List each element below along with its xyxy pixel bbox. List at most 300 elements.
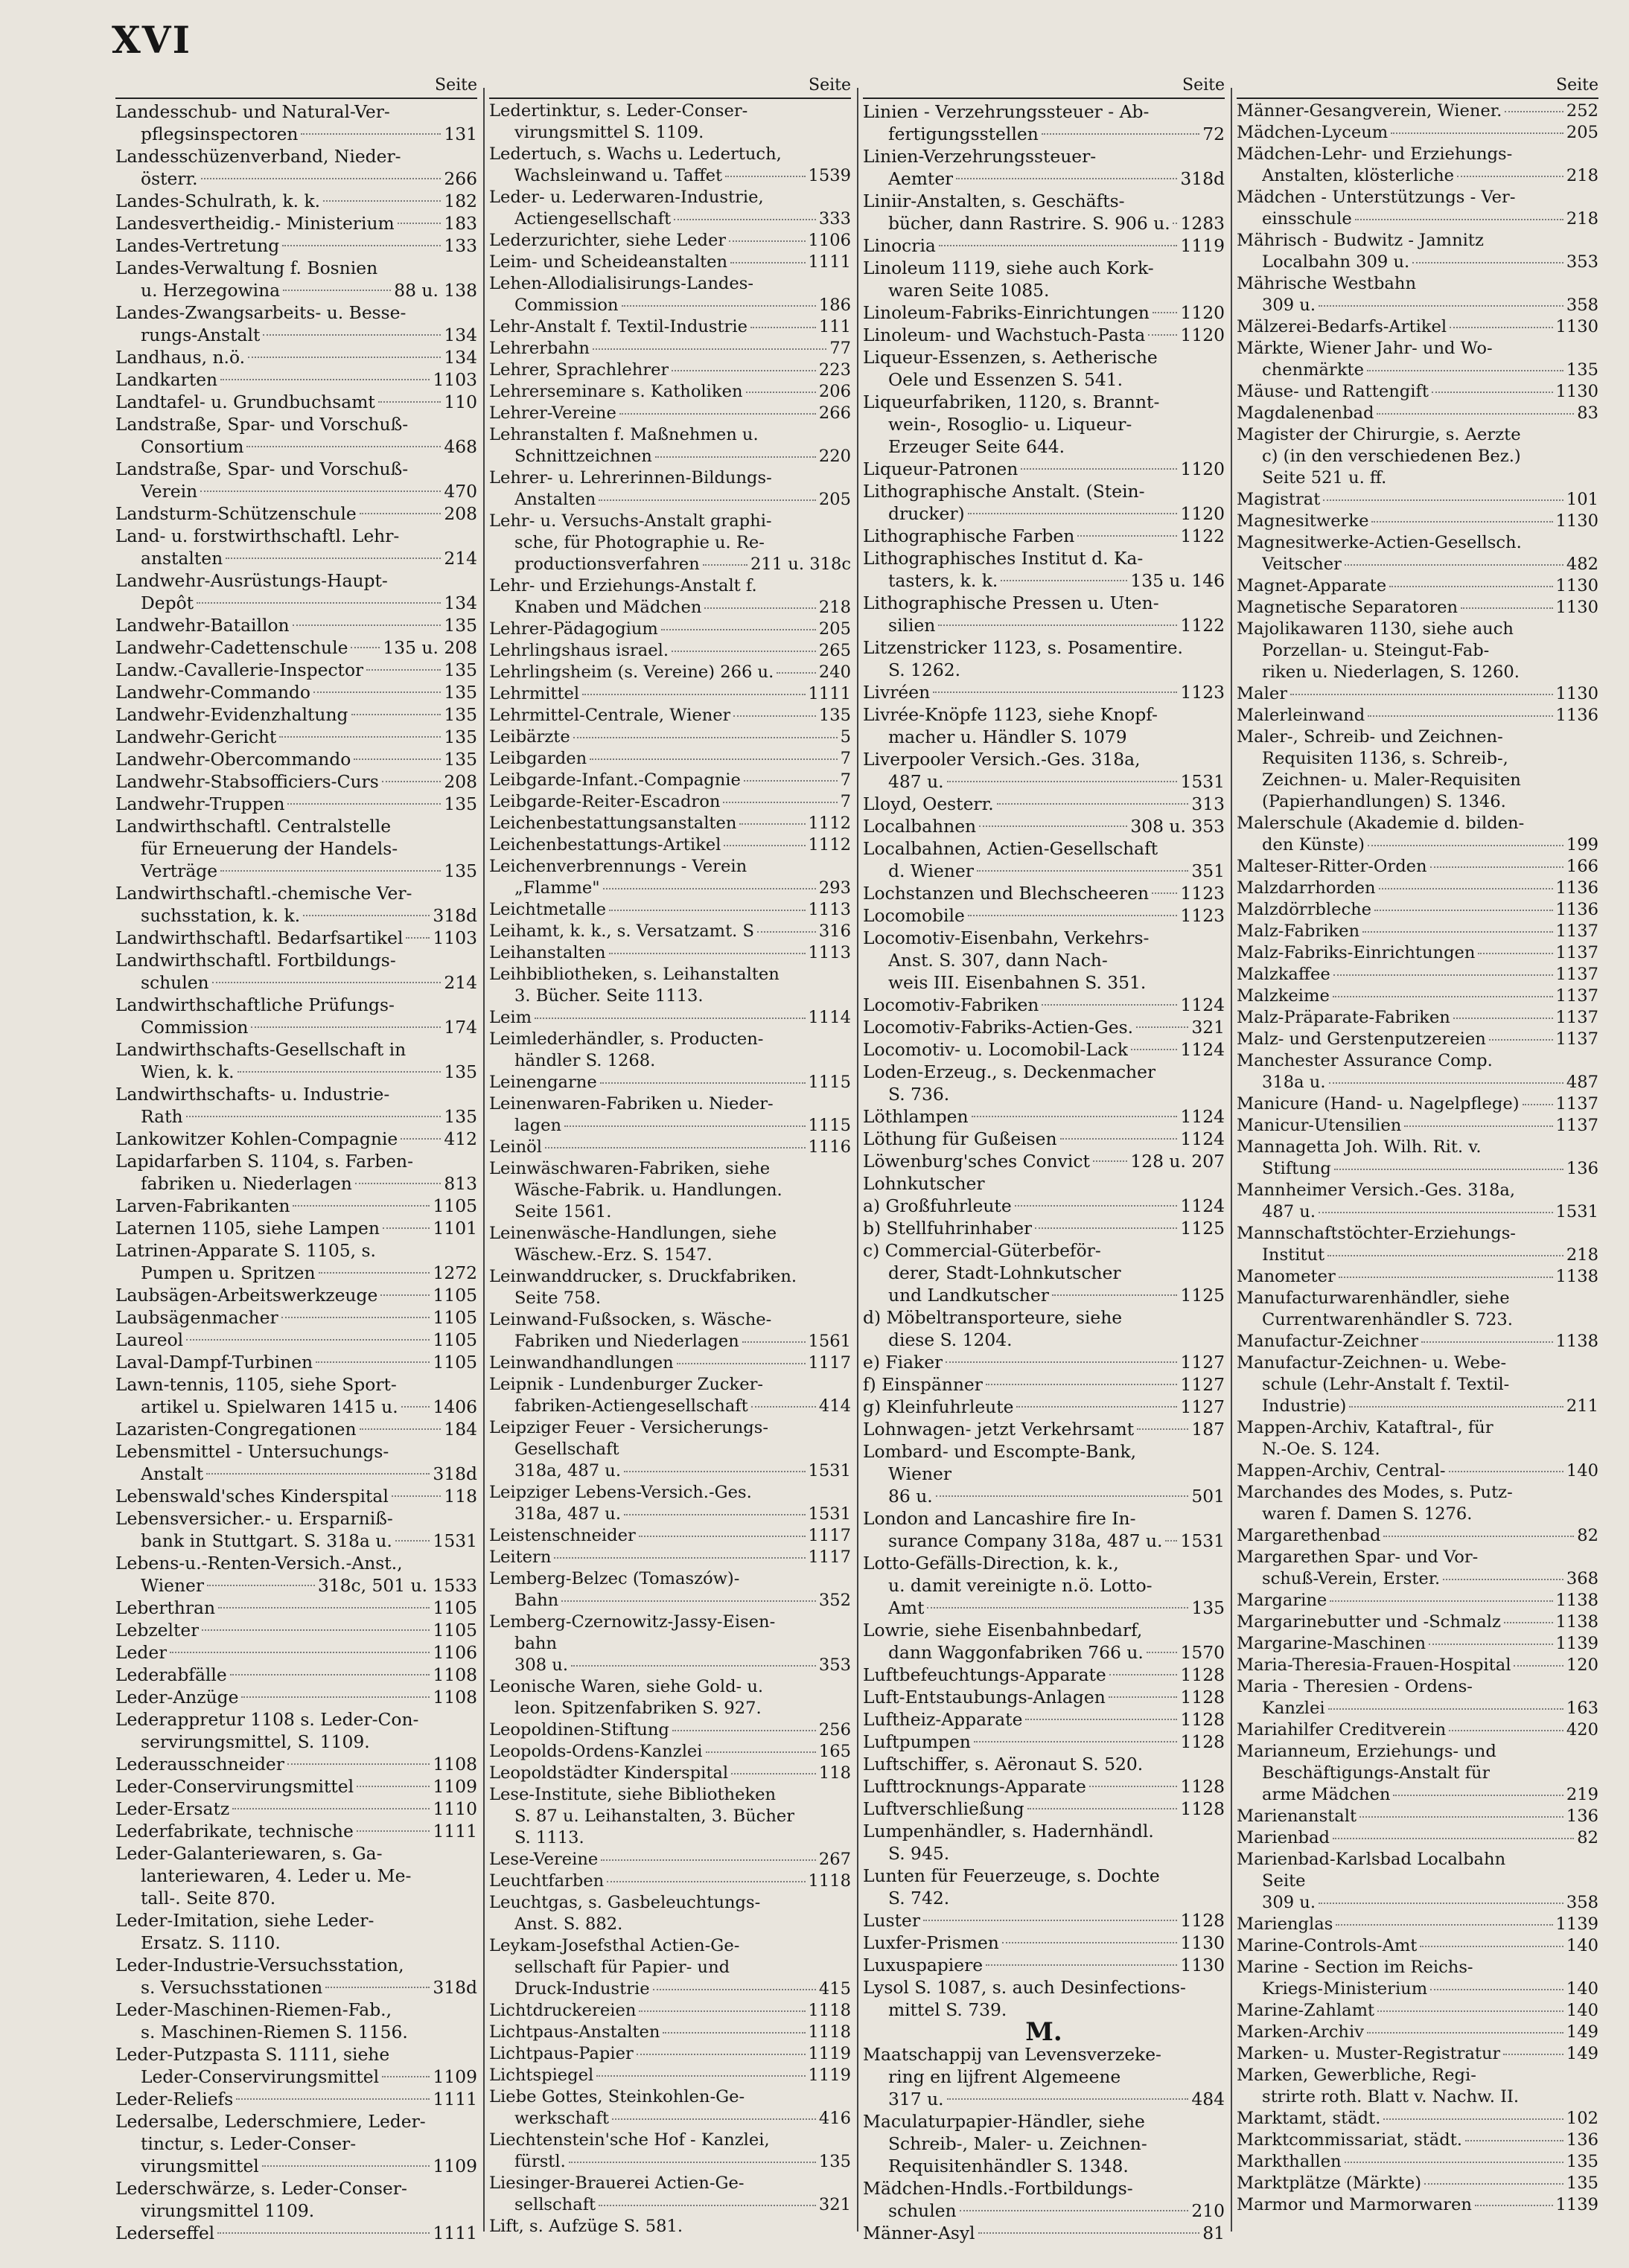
entry-text: Leinwandhandlungen — [489, 1353, 674, 1373]
dot-leader — [238, 1071, 441, 1073]
entry-text: Markthallen — [1237, 2152, 1342, 2171]
page-reference: 1113 — [808, 943, 851, 962]
entry-text: Commission — [141, 1017, 249, 1038]
page-reference: 135 — [818, 2152, 851, 2171]
entry-text: Maculaturpapier-Händler, siehe — [863, 2111, 1145, 2132]
entry-text: Consortium — [141, 436, 244, 457]
entry-text: e) Fiaker — [863, 1352, 943, 1373]
index-entry — [863, 927, 1225, 994]
index-entry — [115, 1195, 477, 1217]
index-entry — [489, 964, 851, 1007]
page-reference: 135 — [1566, 2173, 1598, 2193]
page-reference: 206 — [818, 382, 851, 401]
index-entry — [1237, 1806, 1598, 1827]
entry-text: Landwirthschaftl. Fortbildungs- — [115, 950, 396, 971]
index-entry — [863, 1038, 1225, 1061]
dot-leader — [663, 2032, 805, 2034]
page-reference: 1105 — [433, 1352, 477, 1373]
page-reference: 135 — [444, 615, 477, 636]
entry-text: für Erneuerung der Handels- — [141, 838, 398, 859]
entry-text: Lebensmittel - Untersuchungs- — [115, 1441, 389, 1462]
entry-text: Mädchen - Unterstützungs - Ver- — [1237, 188, 1516, 207]
dot-leader — [197, 602, 441, 604]
index-entry — [1237, 338, 1598, 381]
page-reference: 174 — [444, 1017, 477, 1038]
entry-text: Magnesitwerke — [1237, 511, 1369, 531]
index-entry — [489, 705, 851, 726]
entry-text: Leinwäschwaren-Fabriken, siehe — [489, 1159, 771, 1178]
entry-text: Locomotiv-Fabriken — [863, 994, 1039, 1015]
entry-text: fabriken-Actiengesellschaft — [514, 1396, 748, 1416]
entry-text: Linoleum 1119, siehe auch Kork- — [863, 258, 1154, 278]
page-reference: 1112 — [808, 835, 851, 855]
dot-leader — [653, 1989, 816, 1990]
entry-text: productionsverfahren — [514, 555, 700, 574]
dot-leader — [217, 2232, 430, 2234]
entry-text: schulen — [888, 2200, 957, 2221]
dot-leader — [639, 1536, 806, 1537]
index-entry — [1237, 705, 1598, 726]
dot-leader — [319, 1272, 430, 1274]
index-entry — [115, 2088, 477, 2110]
dot-leader — [1449, 1471, 1563, 1472]
index-entry — [863, 1753, 1225, 1775]
dot-leader — [1025, 1719, 1177, 1720]
entry-text: Livrée-Knöpfe 1123, siehe Knopf- — [863, 704, 1158, 725]
dot-leader — [1461, 607, 1552, 609]
entry-text: Leibgarde-Infant.-Compagnie — [489, 770, 741, 790]
dot-leader — [220, 379, 430, 380]
entry-text: Leopoldinen-Stiftung — [489, 1720, 669, 1740]
index-entry — [1237, 1029, 1598, 1050]
page-reference: 1406 — [433, 1396, 477, 1417]
page-reference: 1111 — [433, 2089, 477, 2109]
entry-text: werkschaft — [514, 2109, 609, 2128]
dot-leader — [186, 1339, 430, 1341]
dot-leader — [1339, 1277, 1553, 1278]
index-entry — [863, 480, 1225, 525]
entry-text: S. 1262. — [888, 659, 961, 680]
entry-text: Lysol S. 1087, s. auch Desinfections- — [863, 1977, 1186, 1998]
dot-leader — [1109, 1696, 1178, 1698]
dot-leader — [600, 1082, 806, 1084]
index-entry — [489, 1266, 851, 1309]
entry-text: Schnittzeichnen — [514, 447, 652, 466]
page-reference: 468 — [444, 436, 477, 457]
dot-leader — [569, 2162, 816, 2163]
page-reference: 1111 — [808, 252, 851, 272]
index-entry — [863, 2043, 1225, 2110]
entry-text: 318a, 487 u. — [514, 1461, 621, 1480]
entry-text: Marken, Gewerbliche, Regi- — [1237, 2066, 1476, 2085]
dot-leader — [395, 1540, 430, 1542]
entry-text: Männer-Gesangverein, Wiener. — [1237, 101, 1502, 121]
entry-text: Landtafel- u. Grundbuchsamt — [115, 392, 375, 412]
dot-leader — [248, 357, 441, 358]
dot-leader — [241, 1696, 430, 1698]
dot-leader — [1420, 1946, 1563, 1947]
index-entry — [863, 1552, 1225, 1619]
dot-leader — [293, 625, 441, 626]
index-entry — [863, 1351, 1225, 1373]
dot-leader — [724, 845, 805, 846]
dot-leader — [757, 931, 816, 933]
page-reference: 470 — [444, 481, 477, 502]
page-reference: 186 — [818, 296, 851, 315]
entry-text: macher u. Händler S. 1079 — [888, 726, 1127, 747]
entry-text: Depôt — [141, 592, 194, 613]
page-reference: 135 — [444, 1061, 477, 1082]
entry-text: Leim- und Scheideanstalten — [489, 252, 728, 272]
entry-text: Lebenswald'sches Kinderspital — [115, 1486, 389, 1507]
page-reference: 1127 — [1180, 1396, 1225, 1417]
page-reference: 208 — [444, 503, 477, 524]
page-reference: 1136 — [1555, 878, 1598, 898]
entry-text: 3. Bücher. Seite 1113. — [514, 986, 704, 1006]
page-reference: 1128 — [1180, 1798, 1225, 1819]
entry-text: Liqueurfabriken, 1120, s. Brannt- — [863, 392, 1160, 412]
index-entry — [489, 1849, 851, 1871]
page-reference: 1130 — [1555, 598, 1598, 617]
dot-leader — [230, 1674, 430, 1676]
index-entry — [1237, 489, 1598, 511]
index-entry — [115, 726, 477, 748]
index-entry — [115, 770, 477, 793]
page-reference: 218 — [1566, 1245, 1598, 1265]
entry-text: Majolikawaren 1130, siehe auch — [1237, 619, 1514, 639]
entry-text: lagen — [514, 1116, 562, 1135]
entry-text: Landsturm-Schützenschule — [115, 503, 357, 524]
entry-text: Lufttrocknungs-Apparate — [863, 1776, 1086, 1797]
dot-leader — [1336, 1924, 1552, 1926]
index-entry — [115, 234, 477, 257]
dot-leader — [226, 558, 441, 559]
index-entry — [489, 2022, 851, 2043]
entry-text: c) Commercial-Güterbeför- — [863, 1240, 1101, 1261]
entry-text: Marktamt, städt. — [1237, 2109, 1381, 2128]
entry-text: Malzdarrhorden — [1237, 878, 1376, 898]
dot-leader — [1404, 1125, 1552, 1127]
entry-text: Lithographische Farben — [863, 526, 1075, 546]
index-entry — [489, 1482, 851, 1525]
entry-text: Lese-Vereine — [489, 1850, 599, 1869]
page-reference: 1531 — [808, 1461, 851, 1480]
index-entry — [489, 2173, 851, 2216]
index-entry — [863, 1440, 1225, 1507]
page-reference: 134 — [444, 592, 477, 613]
entry-text: Löthung für Gußeisen — [863, 1128, 1057, 1149]
page-reference: 111 — [818, 317, 851, 336]
page-reference: 1118 — [808, 2001, 851, 2020]
index-entry — [863, 1507, 1225, 1552]
entry-text: Lawn-tennis, 1105, siehe Sport- — [115, 1374, 397, 1395]
dot-leader — [1377, 413, 1574, 415]
index-entry — [489, 144, 851, 187]
entry-text: u. Herzegowina — [141, 280, 281, 301]
entry-text: mittel S. 739. — [888, 1999, 1007, 2020]
entry-text: S. 742. — [888, 1888, 950, 1908]
dot-leader — [923, 1920, 1177, 1921]
index-entry — [115, 525, 477, 569]
dot-leader — [956, 178, 1177, 179]
index-entry — [1237, 1417, 1598, 1460]
entry-text: a) Großfuhrleute — [863, 1195, 1012, 1216]
dot-leader — [406, 937, 430, 939]
page-reference: 149 — [1566, 2044, 1598, 2063]
index-entry — [1237, 144, 1598, 187]
entry-text: Locomotiv-Eisenbahn, Verkehrs- — [863, 927, 1150, 948]
entry-text: Requisitenhändler S. 1348. — [888, 2156, 1129, 2176]
page-reference: 135 — [444, 659, 477, 680]
dot-leader — [706, 1751, 816, 1753]
entry-text: Marine-Zahlamt — [1237, 2001, 1375, 2020]
entry-text: Mappen-Archiv, Kataftral-, für — [1237, 1418, 1493, 1437]
entry-text: Leder-Ersatz — [115, 1798, 230, 1819]
index-entry — [1237, 921, 1598, 942]
index-entry — [489, 381, 851, 403]
index-entry — [489, 1158, 851, 1223]
dot-leader — [742, 1341, 806, 1343]
entry-text: Malz- und Gerstenputzereien — [1237, 1029, 1486, 1049]
entry-text: f) Einspänner — [863, 1374, 983, 1395]
entry-text: Landw.-Cavallerie-Inspector — [115, 659, 364, 680]
entry-text: Wäsche-Fabrik. u. Handlungen. — [514, 1181, 782, 1200]
entry-text: sellschaft — [514, 2195, 596, 2214]
entry-text: ring en lijfrent Algemeene — [888, 2066, 1121, 2087]
index-entry — [863, 391, 1225, 458]
page-reference: 1136 — [1555, 900, 1598, 919]
dot-leader — [672, 370, 816, 371]
page-reference: 135 — [444, 749, 477, 770]
entry-text: Mälzerei-Bedarfs-Artikel — [1237, 317, 1447, 336]
entry-text: 309 u. — [1262, 296, 1316, 315]
dot-leader — [1371, 521, 1552, 523]
index-entry — [489, 2130, 851, 2173]
entry-text: Leipziger Feuer - Versicherungs- — [489, 1418, 768, 1437]
page-reference: 1122 — [1180, 615, 1225, 636]
index-entry — [489, 791, 851, 813]
page-reference: 1561 — [808, 1332, 851, 1351]
entry-text: Magnet-Apparate — [1237, 576, 1387, 595]
entry-text: Lehrerbahn — [489, 339, 590, 358]
dot-leader — [1021, 468, 1177, 470]
dot-leader — [1504, 1622, 1553, 1623]
page-reference: 135 — [444, 682, 477, 703]
entry-text: Magistrat — [1237, 490, 1321, 509]
index-entry — [863, 525, 1225, 547]
index-entry — [489, 856, 851, 899]
dot-leader — [1109, 1674, 1178, 1676]
column-divider — [857, 88, 858, 2232]
entry-text: Liebe Gottes, Steinkohlen-Ge- — [489, 2087, 745, 2106]
index-entry — [115, 1038, 477, 1083]
entry-text: Kriegs-Ministerium — [1262, 1979, 1428, 1999]
index-entry — [863, 681, 1225, 703]
page-reference: 140 — [1566, 1461, 1598, 1480]
entry-text: Leder- u. Lederwaren-Industrie, — [489, 188, 764, 207]
page-reference: 1111 — [433, 1821, 477, 1841]
column-header: Seite — [863, 74, 1225, 99]
page-reference: 316 — [818, 921, 851, 941]
index-entry — [115, 1552, 477, 1597]
entry-text: Livréen — [863, 682, 931, 703]
page-reference: 1139 — [1555, 1914, 1598, 1934]
page-reference: 136 — [1566, 1807, 1598, 1826]
dot-leader — [1131, 1049, 1177, 1050]
index-entry — [1237, 683, 1598, 705]
index-entry — [115, 257, 477, 301]
entry-text: fertigungsstellen — [888, 124, 1039, 144]
dot-leader — [301, 133, 441, 135]
entry-text: Beschäftigungs-Anstalt für — [1262, 1763, 1491, 1783]
index-entry — [489, 2000, 851, 2022]
page-reference: 1105 — [433, 1597, 477, 1618]
dot-leader — [639, 2010, 805, 2012]
page-reference: 1103 — [433, 369, 477, 390]
entry-text: Mädchen-Lyceum — [1237, 123, 1389, 142]
index-entry — [115, 614, 477, 636]
entry-text: und Landkutscher — [888, 1285, 1049, 1306]
entry-text: Land- u. forstwirthschaftl. Lehr- — [115, 526, 400, 546]
page-reference: 252 — [1566, 101, 1598, 121]
entry-text: Landhaus, n.ö. — [115, 347, 246, 368]
page-reference: 484 — [1191, 2089, 1225, 2109]
dot-leader — [1377, 2010, 1563, 2012]
entry-text: Malz-Präparate-Fabriken — [1237, 1008, 1450, 1027]
column-divider — [483, 88, 485, 2232]
dot-leader — [972, 1116, 1178, 1117]
entry-text: dann Waggonfabriken 766 u. — [888, 1642, 1144, 1663]
entry-text: Luft-Entstaubungs-Anlagen — [863, 1687, 1106, 1708]
entry-text: Leipziger Lebens-Versich.-Ges. — [489, 1483, 752, 1502]
index-entry — [1237, 726, 1598, 813]
page-reference: 1101 — [433, 1218, 477, 1239]
entry-text: Ersatz. S. 1110. — [141, 1932, 281, 1953]
page-reference: 187 — [1191, 1419, 1225, 1440]
page-reference: 318d — [433, 1977, 477, 1998]
entry-text: Druck-Industrie — [514, 1979, 650, 1999]
dot-leader — [354, 758, 441, 760]
index-entry — [863, 1418, 1225, 1440]
entry-text: Löthlampen — [863, 1106, 969, 1127]
entry-text: Malzdörrbleche — [1237, 900, 1372, 919]
index-entry — [115, 1686, 477, 1708]
page-reference: 1120 — [1180, 503, 1225, 524]
dot-leader — [1432, 392, 1553, 393]
entry-text: Malerleinwand — [1237, 706, 1365, 725]
dot-leader — [1035, 1227, 1177, 1229]
index-entry — [489, 1309, 851, 1352]
entry-text: Leopoldstädter Kinderspital — [489, 1763, 729, 1783]
index-entry — [863, 1686, 1225, 1708]
dot-leader — [599, 2205, 816, 2206]
page-reference: 1115 — [808, 1116, 851, 1135]
dot-leader — [1042, 133, 1199, 135]
entry-text: Margarethenbad — [1237, 1526, 1381, 1545]
index-entry — [863, 1150, 1225, 1172]
entry-text: Leihamt, k. k., s. Versatzamt. S — [489, 921, 755, 941]
entry-text: Leder-Reliefs — [115, 2089, 234, 2109]
index-entry — [115, 100, 477, 145]
dot-leader — [1334, 1169, 1563, 1170]
entry-text: Lehrlingshaus israel. — [489, 641, 669, 660]
index-entry — [489, 1719, 851, 1741]
entry-text: Leinenwäsche-Handlungen, siehe — [489, 1224, 777, 1243]
page-reference: 1531 — [1180, 771, 1225, 792]
index-entry — [863, 994, 1225, 1016]
page-reference: 414 — [818, 1396, 851, 1416]
entry-text: Landesvertheidig.- Ministerium — [115, 213, 395, 234]
dot-leader — [323, 200, 441, 202]
page-reference: 1138 — [1555, 1267, 1598, 1286]
dot-leader — [1362, 931, 1552, 933]
page-reference: 131 — [444, 124, 477, 144]
index-entry — [1237, 1741, 1598, 1806]
dot-leader — [325, 1987, 430, 1988]
dot-leader — [1152, 892, 1177, 894]
page-reference: 101 — [1566, 490, 1598, 509]
dot-leader — [1060, 1138, 1178, 1140]
index-entry — [1237, 1827, 1598, 1849]
entry-text: Landstraße, Spar- und Vorschuß- — [115, 459, 409, 479]
index-entry — [115, 1351, 477, 1373]
page-reference: 318d — [1180, 168, 1225, 189]
entry-text: Lehrlingsheim (s. Vereine) 266 u. — [489, 662, 774, 682]
entry-text: Lohnwagen- jetzt Verkehrsamt — [863, 1419, 1135, 1440]
page-reference: 7 — [840, 770, 851, 790]
dot-leader — [287, 1763, 430, 1765]
entry-text: wein-, Rosoglio- u. Liqueur- — [888, 414, 1132, 435]
index-entry — [489, 1892, 851, 1935]
dot-leader — [1319, 305, 1563, 307]
entry-text: Luftverschließung — [863, 1798, 1024, 1819]
page-reference: 1106 — [808, 231, 851, 250]
page-reference: 208 — [444, 771, 477, 792]
page-reference: 353 — [1566, 252, 1598, 272]
dot-leader — [637, 2054, 806, 2055]
dot-leader — [573, 737, 838, 738]
index-entry — [863, 1396, 1225, 1418]
dot-leader — [357, 1830, 430, 1832]
dot-leader — [1489, 1039, 1553, 1041]
entry-text: c) (in den verschiedenen Bez.) — [1262, 447, 1521, 466]
entry-text: Leibgarden — [489, 749, 587, 768]
index-entry — [863, 1239, 1225, 1306]
page-reference: 118 — [818, 1763, 851, 1783]
index-entry — [115, 368, 477, 391]
index-entry — [1237, 2151, 1598, 2173]
index-entry — [115, 1128, 477, 1150]
page-reference: 1128 — [1180, 1776, 1225, 1797]
entry-text: Maria - Theresien - Ordens- — [1237, 1677, 1473, 1696]
entry-text: 318a, 487 u. — [514, 1504, 621, 1524]
index-entry — [115, 681, 477, 703]
page-reference: 1124 — [1180, 1106, 1225, 1127]
dot-leader — [939, 245, 1178, 246]
page-reference: 1137 — [1555, 1008, 1598, 1027]
index-entry — [863, 882, 1225, 904]
dot-leader — [281, 1317, 430, 1318]
entry-text: Knaben und Mädchen — [514, 598, 702, 617]
dot-leader — [1001, 580, 1127, 581]
dot-leader — [1391, 132, 1563, 134]
dot-leader — [596, 2075, 805, 2077]
dot-leader — [933, 691, 1177, 693]
dot-leader — [739, 823, 805, 825]
entry-text: Lehranstalten f. Maßnehmen u. — [489, 425, 759, 444]
page-reference: 136 — [1566, 2130, 1598, 2150]
index-entry — [1237, 1352, 1598, 1417]
